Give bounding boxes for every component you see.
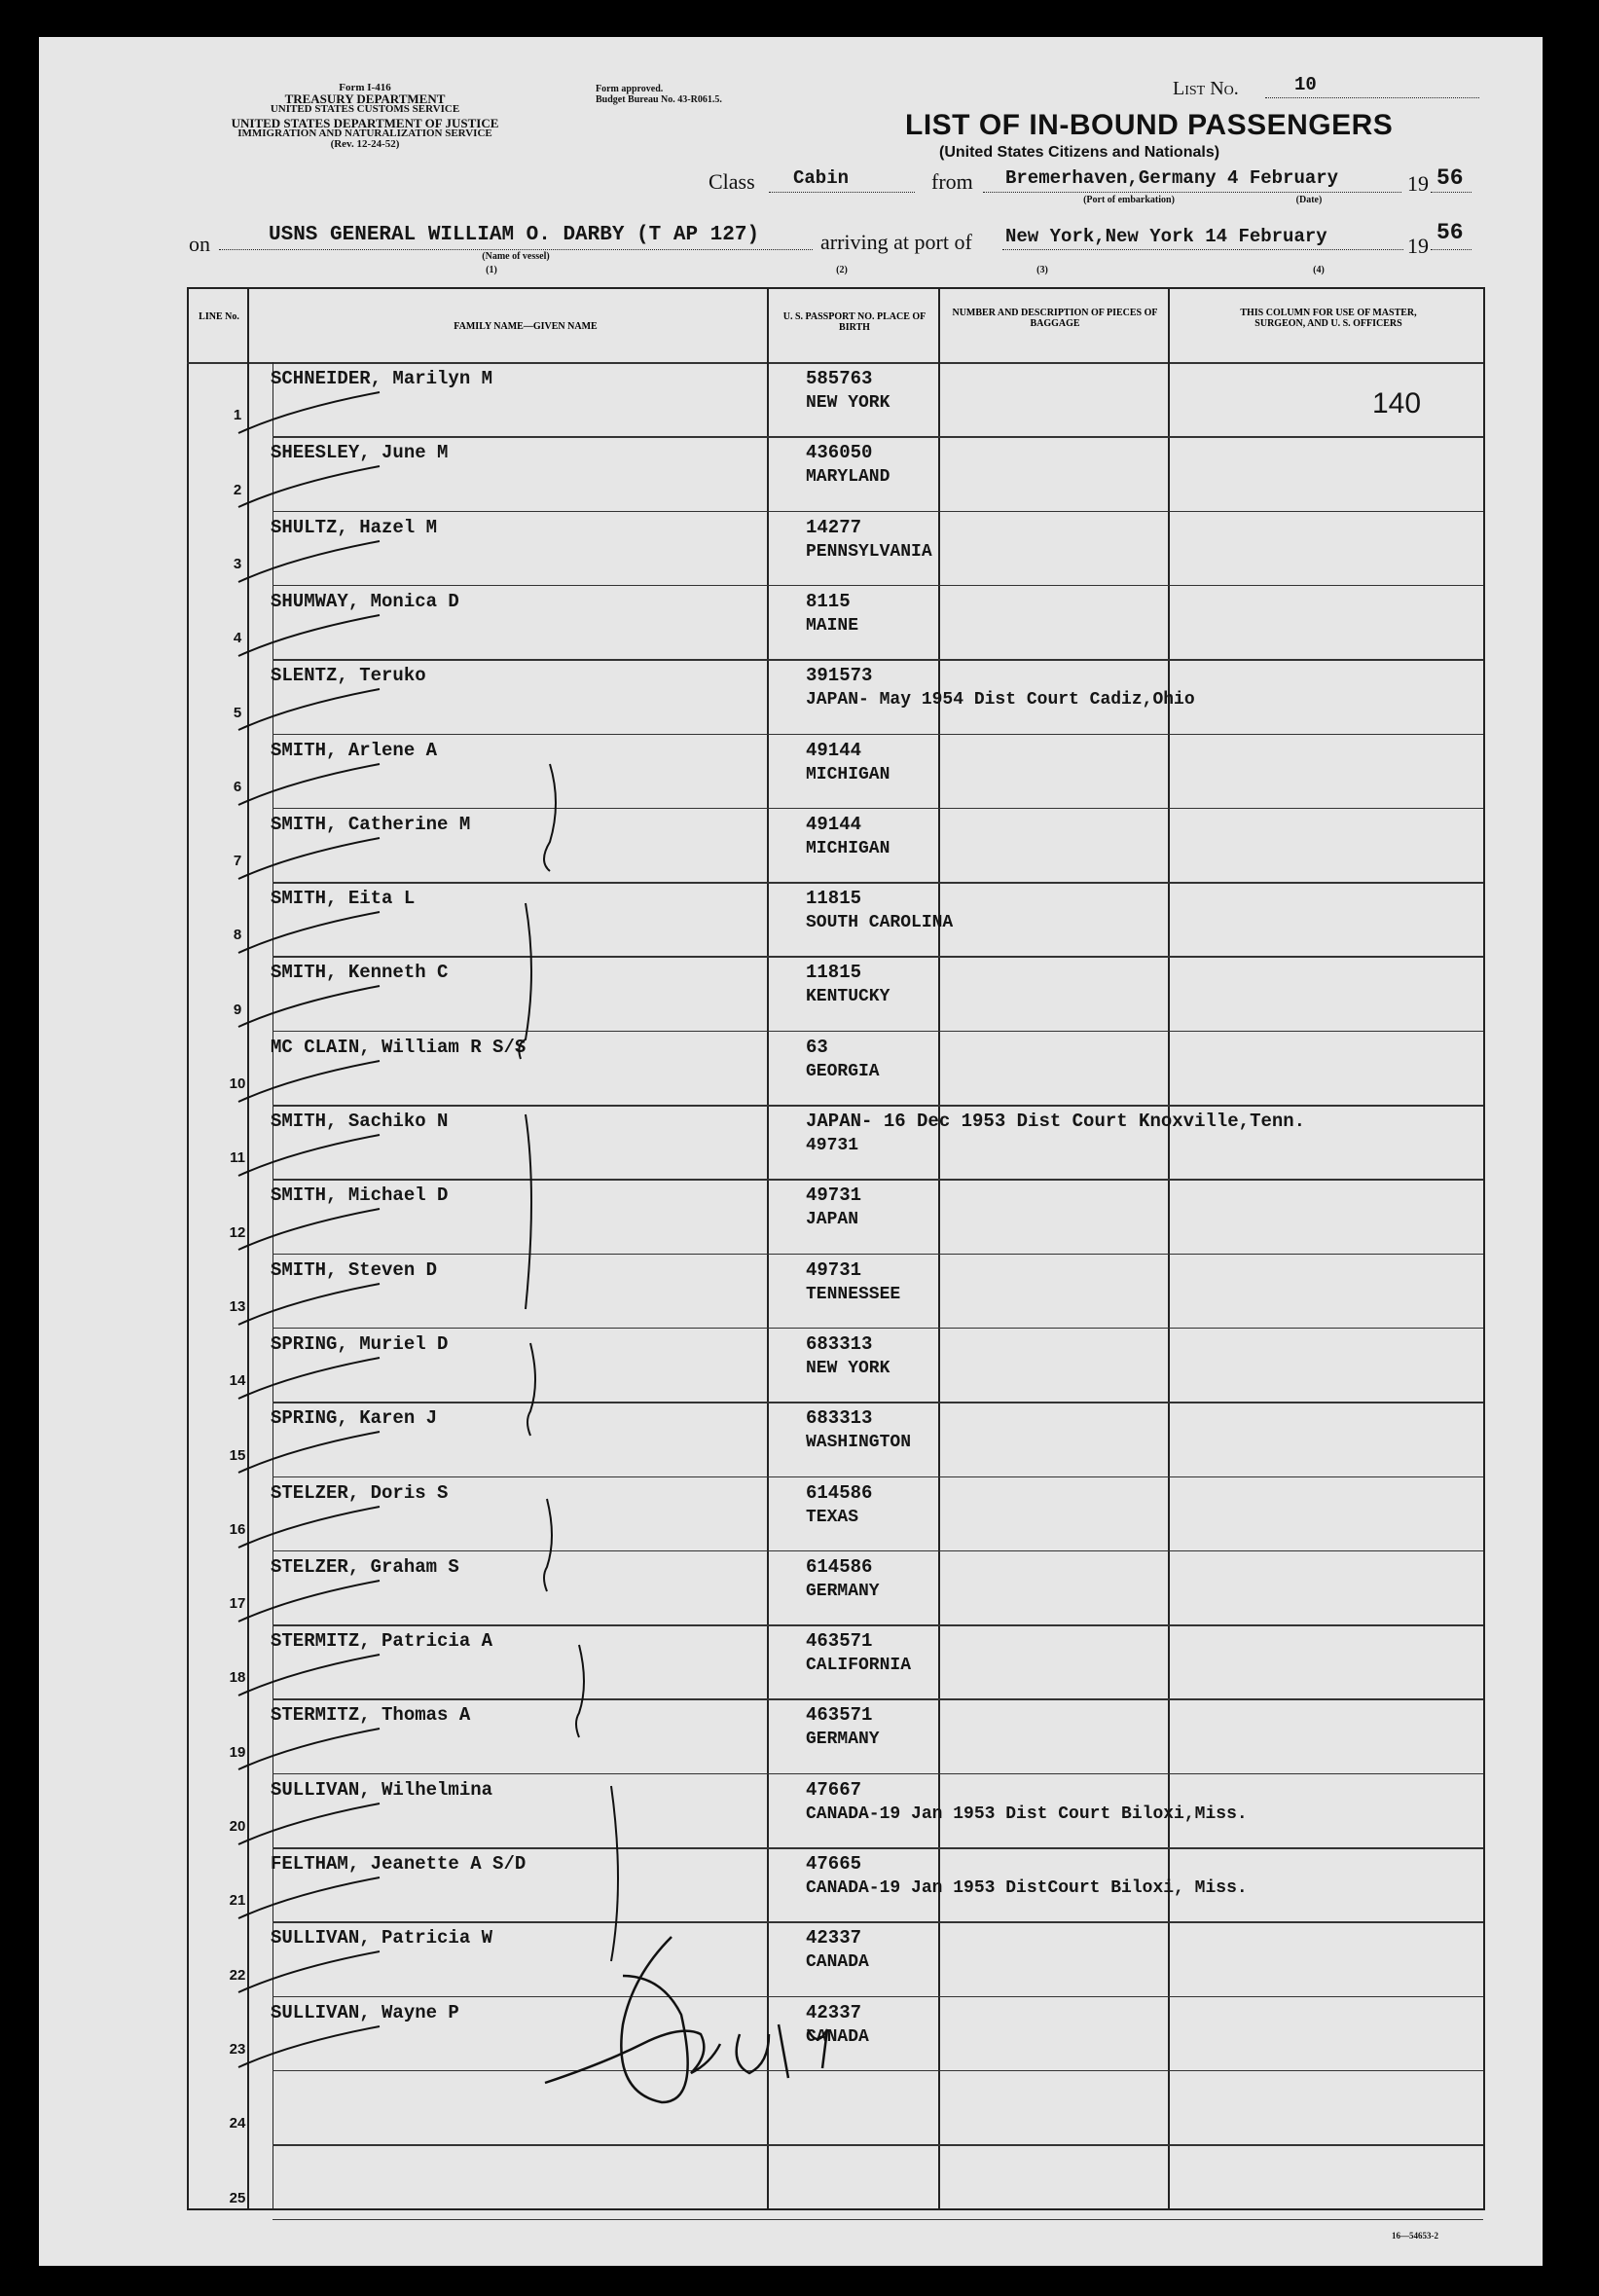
page-title: LIST OF IN-BOUND PASSENGERS [905,109,1394,141]
bracket-mark [519,903,531,1059]
list-number: 10 [1294,74,1317,95]
place-of-birth: CALIFORNIA [806,1656,912,1676]
passenger-name: SULLIVAN, Wilhelmina [271,1778,493,1801]
header-passport: U. S. PASSPORT NO. PLACE OF BIRTH [782,311,927,333]
passport-number: 49731 [806,1184,862,1207]
class-label: Class [709,169,755,194]
row-number: 21 [229,1892,246,1910]
passport-number: 42337 [806,1927,862,1950]
passport-number: 683313 [806,1332,873,1355]
from-label: from [931,169,973,194]
passenger-name: SMITH, Sachiko N [271,1111,449,1132]
place-of-birth: CANADA [806,1952,869,1973]
passenger-name: SHEESLEY, June M [271,442,449,464]
bracket-mark [544,764,556,871]
vessel-name: USNS GENERAL WILLIAM O. DARBY (T AP 127) [269,224,760,246]
row-number: 18 [229,1669,246,1687]
place-of-birth: MARYLAND [806,467,890,488]
row-number: 24 [229,2115,246,2132]
passport-number: 47667 [806,1778,862,1801]
passenger-name: SMITH, Steven D [271,1258,438,1281]
passenger-name: STERMITZ, Patricia A [271,1630,493,1653]
passenger-name: SMITH, Arlene A [271,739,438,761]
date-caption: (Date) [1295,195,1323,205]
year-2: 56 [1436,220,1464,245]
row-number: 10 [229,1075,246,1092]
bracket-mark [544,1499,552,1591]
passenger-name: SMITH, Eita L [271,888,416,910]
arriving-label: arriving at port of [820,230,972,254]
passenger-name: SULLIVAN, Wayne P [271,2001,459,2023]
passport-number: 436050 [806,442,873,464]
customs-service: UNITED STATES CUSTOMS SERVICE [270,103,460,115]
place-of-birth: 49731 [806,1136,859,1155]
place-of-birth: JAPAN- May 1954 Dist Court Cadiz,Ohio [806,690,1195,711]
place-of-birth: MICHIGAN [806,764,890,784]
footer-code: 16—54653-2 [1392,2231,1438,2241]
header-officers: THIS COLUMN FOR USE OF MASTER, SURGEON, AND U. S. OFFICERS [1240,308,1417,329]
place-of-birth: KENTUCKY [806,987,890,1007]
bracket-mark [611,1786,618,1961]
header-line-no: LINE No. [199,311,239,322]
treasury-dept: TREASURY DEPARTMENT [284,91,446,106]
place-of-birth: MAINE [806,615,859,636]
place-of-birth: WASHINGTON [806,1433,912,1453]
page-subtitle: (United States Citizens and Nationals) [939,144,1220,161]
arrival-value: New York,New York 14 February [1005,226,1327,247]
class-value: Cabin [793,167,850,189]
passenger-name: STELZER, Graham S [271,1555,459,1578]
row-number: 22 [229,1966,246,1984]
ins-service: IMMIGRATION AND NATURALIZATION SERVICE [237,128,492,139]
row-number: 9 [233,1001,242,1018]
passenger-name: SPRING, Muriel D [271,1332,449,1355]
row-number: 17 [229,1595,246,1613]
form-number: Form I-416 [339,82,391,93]
place-of-birth: GERMANY [806,1730,880,1750]
row-number: 4 [233,630,242,647]
passenger-name: SLENTZ, Teruko [271,665,426,687]
year-1: 56 [1436,165,1464,191]
row-number: 13 [229,1297,246,1315]
passenger-name: SULLIVAN, Patricia W [271,1927,493,1950]
place-of-birth: TEXAS [806,1507,859,1527]
caption-1: (1) [486,265,497,275]
row-number: 14 [229,1372,246,1390]
passport-number: 11815 [806,962,862,984]
place-of-birth: NEW YORK [806,393,890,413]
signature-mark [545,1937,827,2102]
row-number: 1 [233,407,242,424]
passenger-name: SHULTZ, Hazel M [271,516,438,538]
caption-3: (3) [1036,265,1048,275]
bracket-mark [576,1645,584,1737]
passport-number: 614586 [806,1555,873,1578]
row-number: 20 [229,1818,246,1835]
passport-number: 391573 [806,665,873,687]
passenger-name: STELZER, Doris S [271,1481,449,1504]
row-number: 12 [229,1223,246,1241]
passenger-name: FELTHAM, Jeanette A S/D [271,1853,527,1875]
row-number: 6 [233,778,242,795]
list-number-label: List No. [1173,78,1239,99]
passport-number: 49731 [806,1258,862,1281]
passport-number: 683313 [806,1407,873,1430]
place-of-birth: PENNSYLVANIA [806,541,932,562]
place-of-birth: JAPAN [806,1210,859,1230]
row-number: 2 [233,481,242,498]
header-baggage: NUMBER AND DESCRIPTION OF PIECES OF BAGGAGE [952,308,1158,329]
port-embarkation-caption: (Port of embarkation) [1083,195,1175,205]
passport-number: 463571 [806,1630,873,1653]
passport-number: JAPAN- 16 Dec 1953 Dist Court Knoxville,Tenn. [806,1111,1306,1132]
place-of-birth: CANADA-19 Jan 1953 DistCourt Biloxi, Miss. [806,1878,1248,1898]
caption-2: (2) [836,265,848,275]
row-number: 25 [229,2189,246,2206]
row-number: 3 [233,555,242,572]
passenger-name: SPRING, Karen J [271,1407,438,1430]
on-label: on [189,232,210,256]
approval-note: Form approved. Budget Bureau No. 43-R061.5. [596,84,722,105]
passport-number: 8115 [806,590,851,612]
passport-number: 42337 [806,2001,862,2023]
passenger-name: SCHNEIDER, Marilyn M [271,368,493,389]
place-of-birth: TENNESSEE [806,1284,901,1304]
passenger-name: SMITH, Kenneth C [271,962,449,984]
caption-4: (4) [1313,265,1325,275]
place-of-birth: CANADA [806,2026,869,2047]
place-of-birth: GERMANY [806,1581,880,1601]
passport-number: 11815 [806,888,862,910]
passport-number: 14277 [806,516,862,538]
place-of-birth: MICHIGAN [806,838,890,858]
passenger-name: SMITH, Michael D [271,1184,449,1207]
row-number: 5 [233,704,242,721]
place-of-birth: GEORGIA [806,1061,880,1081]
passenger-name: SMITH, Catherine M [271,813,471,835]
passport-number: 47665 [806,1853,862,1875]
passenger-name: SHUMWAY, Monica D [271,590,459,612]
passport-number: 49144 [806,813,862,835]
from-value: Bremerhaven,Germany 4 February [1005,167,1339,189]
bracket-mark [526,1114,531,1309]
officer-note: 140 [1372,387,1422,419]
passport-number: 585763 [806,368,873,389]
row-number: 11 [230,1149,245,1167]
form-revision: (Rev. 12-24-52) [330,138,400,150]
year-prefix-2: 19 [1407,234,1429,258]
vessel-caption: (Name of vessel) [482,251,550,262]
row-number: 7 [233,853,242,870]
passenger-name: MC CLAIN, William R S/S [271,1036,527,1058]
passport-number: 63 [806,1036,828,1058]
passport-number: 49144 [806,739,862,761]
bracket-mark [527,1343,535,1436]
row-number: 15 [229,1446,246,1464]
row-number: 8 [233,927,242,944]
row-number: 19 [229,1743,246,1761]
header-name: FAMILY NAME—GIVEN NAME [454,321,598,332]
passenger-name: STERMITZ, Thomas A [271,1704,471,1727]
place-of-birth: CANADA-19 Jan 1953 Dist Court Biloxi,Miss. [806,1804,1248,1824]
place-of-birth: NEW YORK [806,1358,890,1378]
row-number: 16 [229,1520,246,1538]
passport-number: 614586 [806,1481,873,1504]
justice-dept: UNITED STATES DEPARTMENT OF JUSTICE [231,116,499,130]
passport-number: 463571 [806,1704,873,1727]
place-of-birth: SOUTH CAROLINA [806,913,954,933]
year-prefix: 19 [1407,171,1429,196]
row-number: 23 [229,2040,246,2058]
